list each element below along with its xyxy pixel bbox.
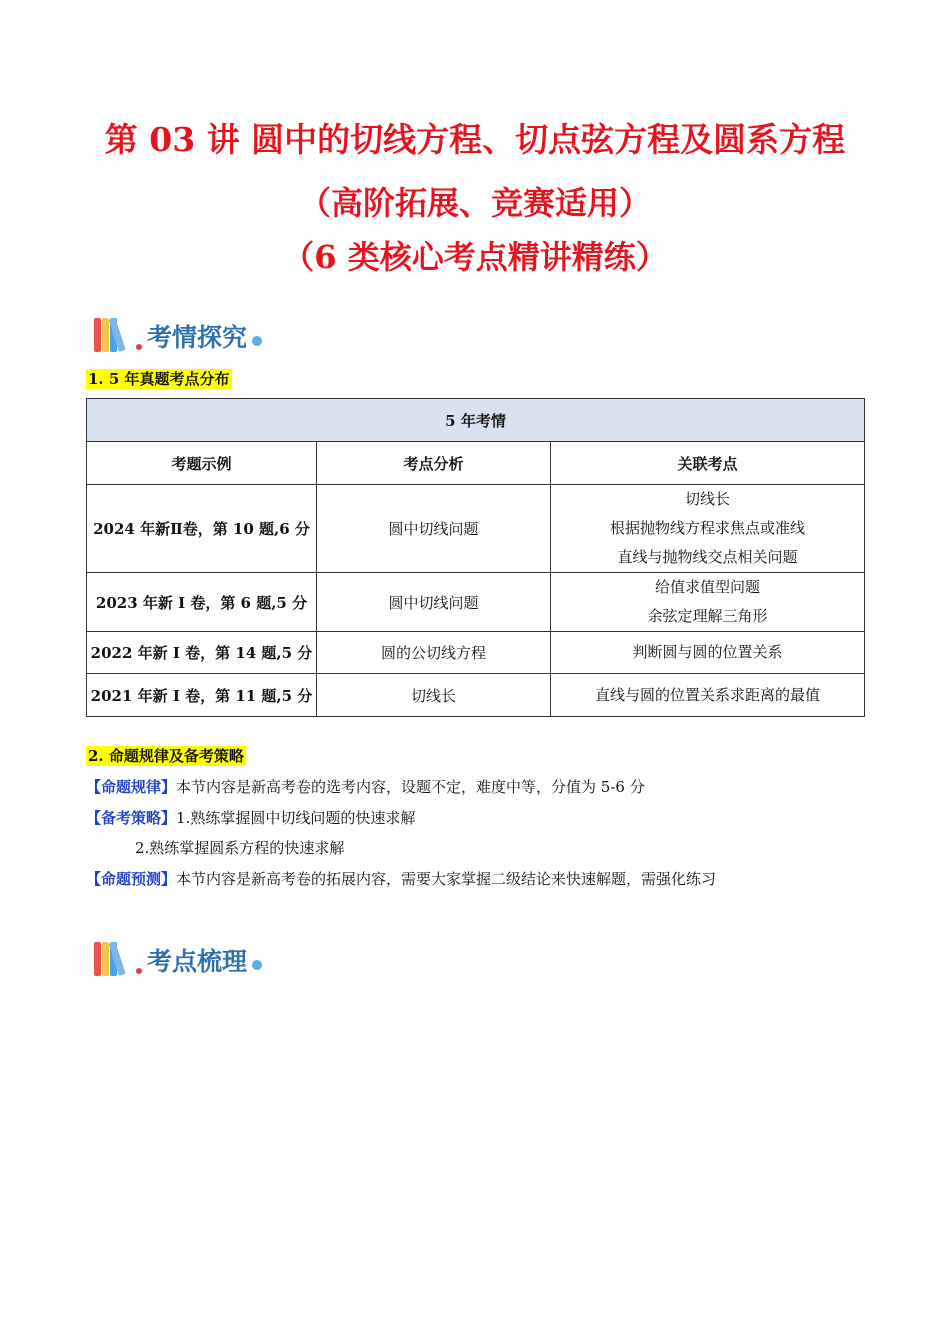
table-header: 考点分析	[317, 442, 551, 485]
strategy-item: 1.熟练掌握圆中切线问题的快速求解	[176, 809, 416, 827]
table-cell-related	[551, 632, 865, 674]
books-icon	[92, 314, 134, 354]
strategy-item: 2.熟练掌握圆系方程的快速求解	[135, 839, 345, 857]
table-row	[87, 674, 865, 717]
blue-dot-icon	[252, 960, 262, 970]
related-item: 余弦定理解三角形	[647, 607, 768, 625]
table-cell-related	[551, 674, 865, 717]
section-header-exam-analysis	[92, 310, 262, 354]
table-row	[87, 573, 865, 632]
blue-dot-icon	[252, 336, 262, 346]
section-header-key-points	[92, 934, 262, 978]
rules-text: 本节内容是新高考卷的选考内容，设题不定，难度中等，分值为 5-6 分	[176, 778, 645, 796]
related-item: 直线与抛物线交点相关问题	[617, 548, 798, 566]
table-row	[87, 485, 865, 573]
section-label: 考点梳理	[147, 947, 248, 976]
related-item: 判断圆与圆的位置关系	[632, 643, 783, 661]
table-cell-example: 2022 年新 I 卷，第 14 题,5 分	[87, 632, 317, 674]
title-line-3: （6 类核心考点精讲精练）	[282, 238, 668, 276]
table-cell-example: 2024 年新Ⅱ卷，第 10 题,6 分	[87, 485, 317, 573]
table-row	[87, 632, 865, 674]
rules-paragraph	[86, 777, 645, 797]
prediction-label: 【命题预测】	[86, 870, 177, 888]
prediction-text: 本节内容是新高考卷的拓展内容，需要大家掌握二级结论来快速解题，需强化练习	[176, 870, 717, 888]
table-cell-example: 2023 年新 I 卷，第 6 题,5 分	[87, 573, 317, 632]
title-line-1: 第 03 讲 圆中的切线方程、切点弦方程及圆系方程	[104, 120, 846, 159]
rules-label: 【命题规律】	[86, 778, 177, 796]
related-item: 给值求值型问题	[654, 578, 760, 596]
related-item: 根据抛物线方程求焦点或准线	[609, 519, 805, 537]
table-header: 考题示例	[87, 442, 317, 485]
red-dot-icon	[136, 968, 142, 974]
table-caption: 5 年考情	[87, 399, 865, 442]
table-cell-example: 2021 年新 I 卷，第 11 题,5 分	[87, 674, 317, 717]
books-icon	[92, 938, 134, 978]
related-item: 切线长	[684, 490, 730, 508]
heading-rules-strategy: 2. 命题规律及备考策略	[88, 747, 244, 765]
strategy-label: 【备考策略】	[86, 809, 177, 827]
table-cell-analysis: 圆中切线问题	[317, 573, 551, 632]
table-cell-related	[551, 573, 865, 632]
table-cell-analysis: 圆中切线问题	[317, 485, 551, 573]
heading-five-year-distribution: 1. 5 年真题考点分布	[88, 370, 230, 388]
title-line-2: （高阶拓展、竞赛适用）	[298, 184, 651, 222]
section-label: 考情探究	[147, 323, 248, 352]
table-cell-analysis: 切线长	[317, 674, 551, 717]
table-header: 关联考点	[551, 442, 865, 485]
strategy-paragraph	[86, 808, 415, 828]
exam-table	[86, 398, 865, 717]
red-dot-icon	[136, 344, 142, 350]
prediction-paragraph	[86, 869, 716, 889]
table-cell-related	[551, 485, 865, 573]
related-item: 直线与圆的位置关系求距离的最值	[594, 685, 820, 704]
table-cell-analysis: 圆的公切线方程	[317, 632, 551, 674]
